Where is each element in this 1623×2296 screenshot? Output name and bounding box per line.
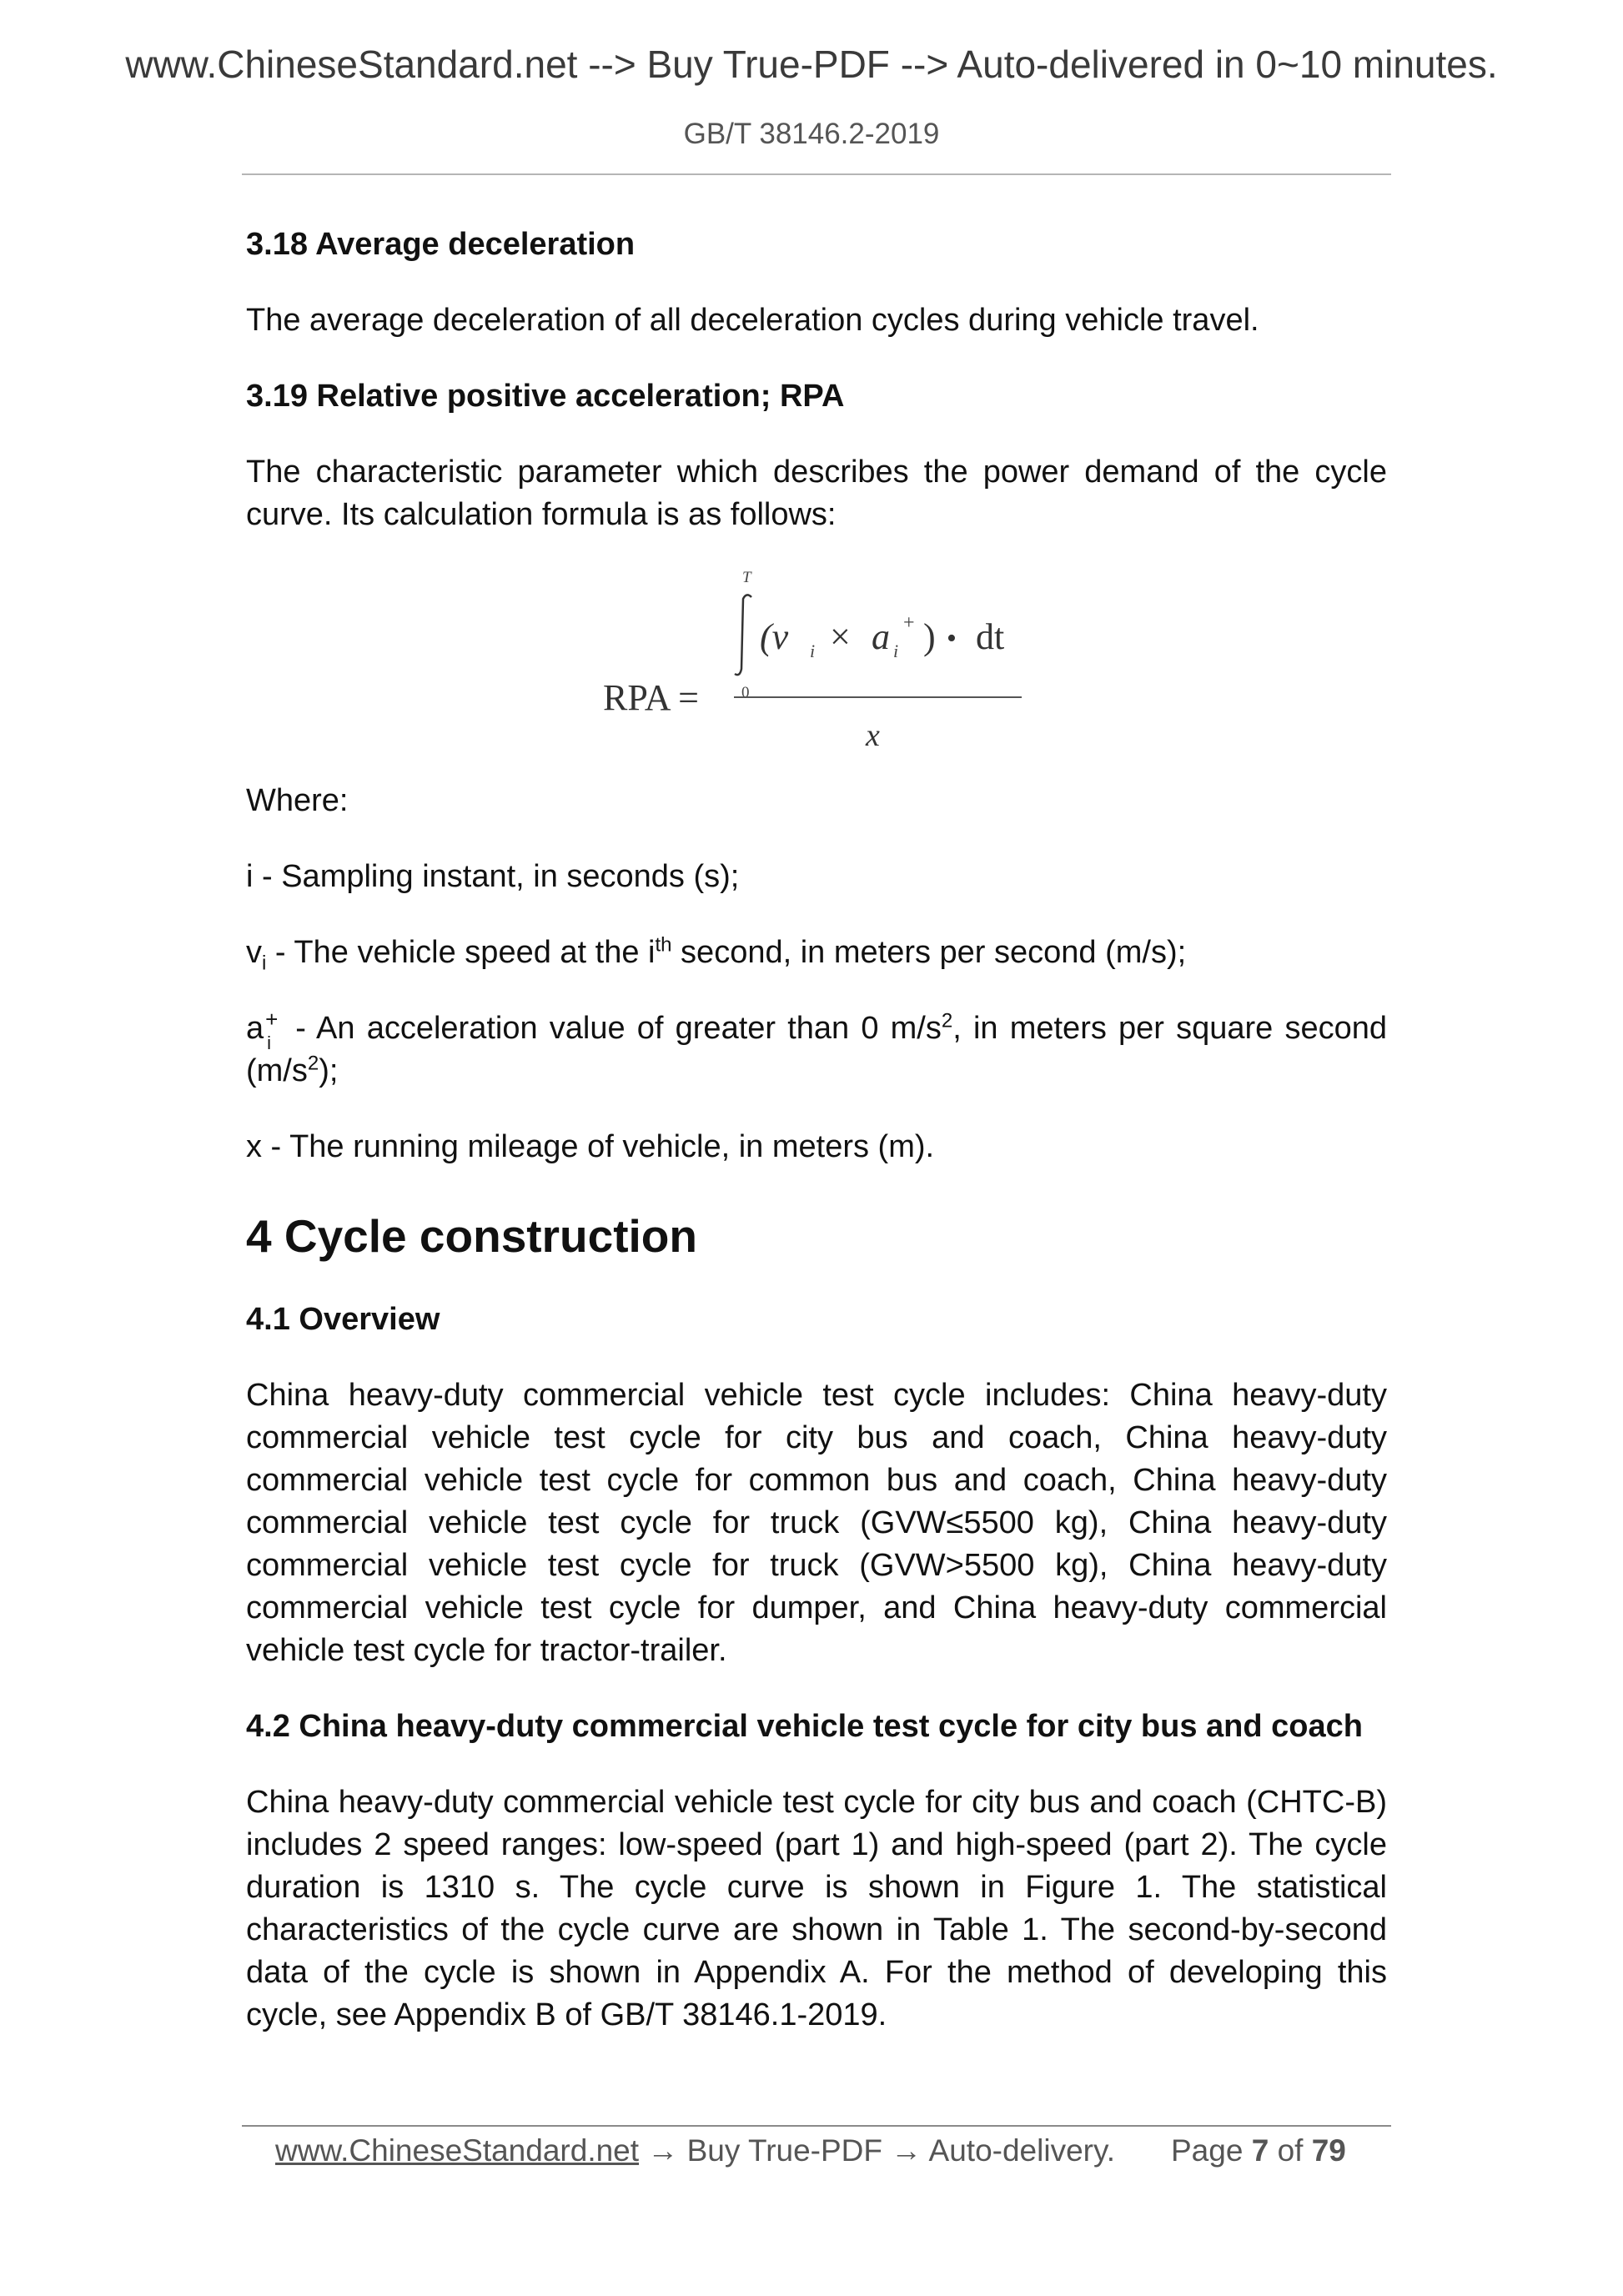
page-body [246, 224, 1387, 2037]
th-superscript: th [655, 933, 672, 957]
integrand-open-v: (v [760, 616, 789, 657]
denominator-x: x [866, 718, 880, 752]
top-banner[interactable]: www.ChineseStandard.net --> Buy True-PDF --> Auto-delivered in 0~10 minutes. [125, 43, 1498, 86]
rpa-label: RPA = [603, 677, 699, 718]
integrand-v-subscript: i [810, 641, 816, 661]
section-4-2-heading: 4.2 China heavy-duty commercial vehicle test cycle for city bus and coach [246, 1709, 1363, 1744]
a-text-c: ); [319, 1053, 339, 1088]
section-3-18-heading: 3.18 Average deceleration [246, 227, 636, 262]
footer-divider [242, 2125, 1391, 2127]
rpa-formula [596, 560, 1030, 752]
section-3-19-text: The characteristic parameter which describes the power demand of the cycle curve. Its calculation formula is as follows: [246, 455, 1387, 532]
differential-dt: dt [976, 616, 1005, 657]
page-counter [1171, 2133, 1346, 2168]
page-number: 7 [1251, 2133, 1269, 2168]
integral-lower-limit: 0 [741, 684, 750, 701]
v-text-a: - The vehicle speed at the i [266, 935, 656, 970]
footer-auto-text: Auto-delivery. [928, 2133, 1116, 2168]
footer-left [275, 2133, 1115, 2168]
where-x-definition: x - The running mileage of vehicle, in meters (m). [246, 1129, 935, 1164]
arrow-icon: → [647, 2133, 679, 2168]
a-text-b: , in meters per square second (m/s [246, 1011, 1388, 1088]
section-4-1-heading: 4.1 Overview [246, 1302, 440, 1337]
where-label: Where: [246, 783, 349, 818]
page-total: 79 [1311, 2133, 1346, 2168]
a-plus-sub-stack [264, 1007, 284, 1053]
integral-sign [735, 595, 751, 675]
section-4-heading: 4 Cycle construction [246, 1210, 697, 1262]
footer-buy-text: Buy True-PDF [686, 2133, 883, 2168]
integrand-close-paren: ) [923, 616, 936, 657]
v-subscript: i [262, 952, 267, 975]
page-label: Page [1171, 2133, 1244, 2168]
squared-superscript-1: 2 [941, 1009, 953, 1032]
where-v-definition [246, 932, 1387, 974]
integrand-a: a [872, 616, 890, 657]
integrand-a-plus: + [903, 612, 915, 634]
v-text-b: second, in meters per second (m/s); [671, 935, 1187, 970]
of-label: of [1277, 2133, 1304, 2168]
document-code: GB/T 38146.2-2019 [683, 118, 940, 150]
section-3-18-text: The average deceleration of all deceleration cycles during vehicle travel. [246, 303, 1259, 338]
a-variable: a [246, 1011, 264, 1046]
squared-superscript-2: 2 [307, 1052, 319, 1075]
integral-upper-limit: T [742, 569, 751, 586]
section-4-1-text: China heavy-duty commercial vehicle test cycle includes: China heavy-duty commercial vehicle test cycle for city bus and coach, China heavy-duty commercial vehicle test cycle for common bus and coach, China heavy-duty commercial vehicle test cycle for truck (GVW≤5500 kg), China heavy-duty commercial vehicle test cycle for truck (GVW>5500 kg), China heavy-duty commercial vehicle test cycle for dumper, and China heavy-duty commercial vehicle test cycle for tractor-trailer. [246, 1378, 1387, 1668]
where-i-definition: i - Sampling instant, in seconds (s); [246, 859, 740, 894]
arrow-icon: → [891, 2133, 922, 2168]
times-sign: × [830, 616, 851, 657]
v-variable: v [246, 935, 262, 970]
a-text-a: - An acceleration value of greater than 0 m/s [284, 1011, 942, 1046]
section-4-2-text: China heavy-duty commercial vehicle test cycle for city bus and coach (CHTC-B) includes 2 speed ranges: low-speed (part 1) and high-speed (part 2). The cycle duration is 1310 s. The cycle curve is shown in Figure 1. The statistical characteristics of the cycle curve are shown in Table 1. The second-by-second data of the cycle is shown in Appendix A. For the method of developing this cycle, see Appendix B of GB/T 38146.1-2019. [246, 1785, 1387, 2032]
a-i-subscript: i [267, 1032, 272, 1053]
section-3-19-heading: 3.19 Relative positive acceleration; RPA [246, 379, 845, 414]
header-divider [242, 173, 1391, 175]
where-a-definition [246, 1007, 1387, 1093]
footer-site-link[interactable]: www.ChineseStandard.net [275, 2133, 640, 2168]
multiply-dot: • [947, 623, 957, 654]
a-plus-superscript: + [265, 1007, 279, 1032]
integrand-a-subscript: i [893, 641, 899, 661]
